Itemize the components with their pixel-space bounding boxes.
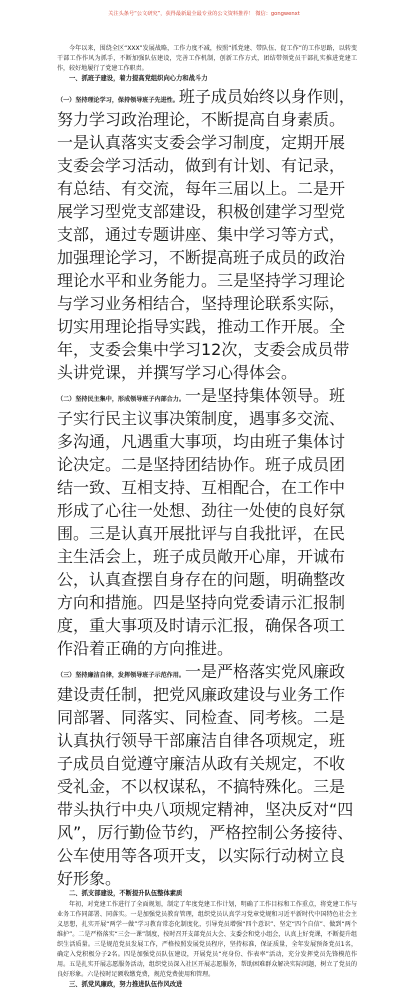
section-1-2-heading: （二）坚持民主集中，形成领导班子内部合力。: [57, 396, 185, 404]
section-1-1-text: 班子成员始终以身作则，努力学习政治理论，不断提高自身素质。一是认真落实支委会学习制度，定期开展支委会学习活动，做到有计划、有记录，有总结、有交流，每年三届以上。二是开展学习型党支部建设，积极创建学习型党支部，通过专题讲座、集中学习等方式，加强理论学习，不断提高班子成员的政治理论水平和业务能力。三是坚持学习理论与学习业务相结合，坚持理论联系实际，切实用理论指导实践，推动工作开展。全年，支委会集中学习12次，支委会成员带头讲党课，并撰写学习心得体会。: [57, 87, 355, 383]
header-promo-banner: 关注头条号“公文研究”，获得最新最全最专业的公文资料推荐！ 微信：gongwenxt: [108, 11, 300, 17]
document-body: [57, 44, 357, 990]
section-1-title: 一、抓班子建设，着力提高党组织向心力和战斗力: [69, 75, 208, 83]
section-1-2-text: 一是坚持集体领导。班子实行民主议事决策制度，遇事多交流、多沟通，凡遇重大事项，均由班子集体讨论决定。二是坚持团结协作。班子成员团结一致、互相支持、互相配合，在工作中形成了心往一处想、劲往一处使的良好氛围。三是认真开展批评与自我批评，在民主生活会上，班子成员敞开心扉，开诚布公，认真查摆自身存在的问题，明确整改方向和措施。四是坚持向党委请示汇报制度，重大事项及时请示汇报，确保各项工作沿着正确的方向推进。: [57, 386, 346, 659]
section-1-3-heading: （三）坚持廉洁自律，发挥领导班子示范作用。: [57, 672, 185, 680]
section-3-title: 三、抓党风廉政，努力推进队伍作风改进: [69, 981, 183, 989]
section-1-1-heading: （一）坚持理论学习，保持领导班子先进性。: [57, 97, 179, 105]
section-2-title: 二、抓支部建设，不断提升队伍整体素质: [69, 890, 183, 898]
section-2-paragraph: 年初，对党建工作进行了全面规划，制定了年度党建工作计划，明确了工作目标和工作重点，将党建工作与业务工作同部署、同落实。一是加强党员教育管理，组织党员认真学习党章党规和习近平新时代中国特色社会主义思想，扎实开展“两学一做”学习教育常态化制度化，引导党员增强“四个意识”、坚定“四个自信”、做到“两个维护”。二是严格落实“三会一课”制度，按时召开支部党员大会、支委会和党小组会，认真上好党课，不断提升组织生活质量。三是规范党员发展工作，严格按照发展党员程序，坚持标准，保证质量，全年发展预备党员1名，确定入党积极分子2名。四是加强党员队伍建设，开展党员“亮身份、作表率”活动，充分发挥党员先锋模范作用。五是扎实开展志愿服务活动，组织党员深入社区开展志愿服务，帮助困难群众解决实际问题，树立了党员的良好形象。六是按时足额收缴党费，规范党费使用和管理。: [57, 900, 357, 979]
section-1-3-text: 一是严格落实党风廉政建设责任制，把党风廉政建设与业务工作同部署、同落实、同检查、同考核。二是认真执行领导干部廉洁自律各项规定，班子成员自觉遵守廉洁从政有关规定，不收受礼金，不以权谋私，不搞特殊化。三是带头执行中央八项规定精神，坚决反对“四风”，厉行勤俭节约，严格控制公务接待、公车使用等各项开支，以实际行动树立良好形象。: [57, 662, 354, 889]
intro-paragraph: 今年以来，围绕全区“XXX”发展战略，工作力度不减，按照“抓党建、带队伍、促工作”的工作思路，以转变干部工作作风为抓手，不断加强队伍建设，完善工作机制，创新工作方式，团结带领党员干部扎实推进党建工作，较好地履行了党建工作职责。: [57, 45, 357, 73]
